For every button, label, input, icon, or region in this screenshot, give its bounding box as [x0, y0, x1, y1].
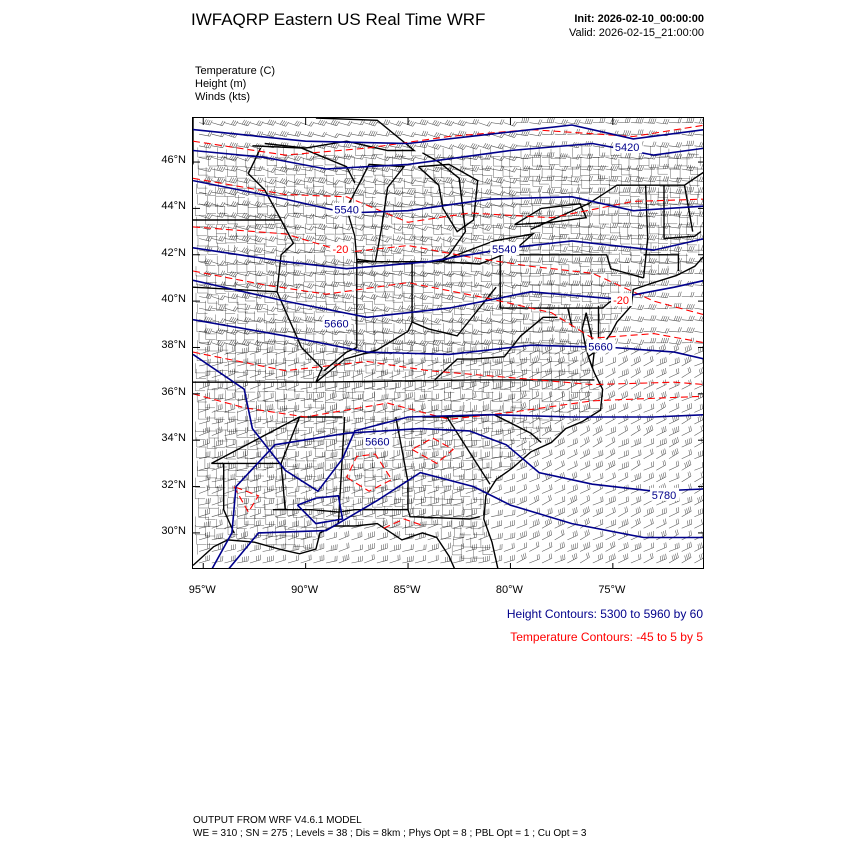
- variable-temperature: Temperature (C): [195, 65, 276, 77]
- weather-map: [192, 117, 704, 569]
- lat-tick-label: 38°N: [161, 339, 186, 352]
- init-time: Init: 2026-02-10_00:00:00: [574, 13, 704, 25]
- lon-tick-label: 75°W: [598, 584, 626, 596]
- model-settings: WE = 310 ; SN = 275 ; Levels = 38 ; Dis = 8km ; Phys Opt = 8 ; PBL Opt = 1 ; Cu Opt = 3: [193, 828, 587, 839]
- temperature-contour-label: -20: [613, 295, 629, 308]
- lon-tick-label: 90°W: [291, 584, 319, 596]
- variable-height: Height (m): [195, 78, 247, 90]
- lat-tick-label: 36°N: [161, 385, 186, 398]
- height-contour-label: 5540: [334, 204, 359, 217]
- lat-tick-label: 46°N: [161, 154, 186, 167]
- height-contour-label: 5660: [324, 318, 349, 331]
- height-contour-label: 5660: [588, 341, 613, 354]
- temperature-contour-label: -20: [332, 244, 349, 257]
- lon-tick-label: 95°W: [188, 584, 216, 596]
- lat-tick-label: 42°N: [161, 246, 186, 259]
- lat-tick-label: 44°N: [161, 200, 186, 213]
- map-title: IWFAQRP Eastern US Real Time WRF: [191, 10, 486, 29]
- height-contour-label: 5660: [365, 436, 390, 449]
- height-contour-label: 5540: [492, 244, 517, 257]
- variable-winds: Winds (kts): [195, 91, 250, 103]
- valid-time: Valid: 2026-02-15_21:00:00: [569, 27, 704, 39]
- model-footer: OUTPUT FROM WRF V4.6.1 MODEL: [193, 815, 362, 826]
- height-contour-label: 5780: [651, 489, 677, 502]
- height-contour-legend: Height Contours: 5300 to 5960 by 60: [506, 607, 703, 621]
- lon-tick-label: 80°W: [495, 584, 523, 596]
- lon-tick-label: 85°W: [393, 584, 421, 596]
- lat-tick-label: 32°N: [161, 478, 186, 491]
- height-contour-label: 5420: [614, 142, 640, 155]
- lat-tick-label: 34°N: [161, 432, 186, 445]
- map-canvas: [193, 118, 704, 569]
- lat-tick-label: 30°N: [161, 524, 186, 537]
- temperature-contour-legend: Temperature Contours: -45 to 5 by 5: [510, 630, 703, 644]
- lat-tick-label: 40°N: [161, 293, 186, 306]
